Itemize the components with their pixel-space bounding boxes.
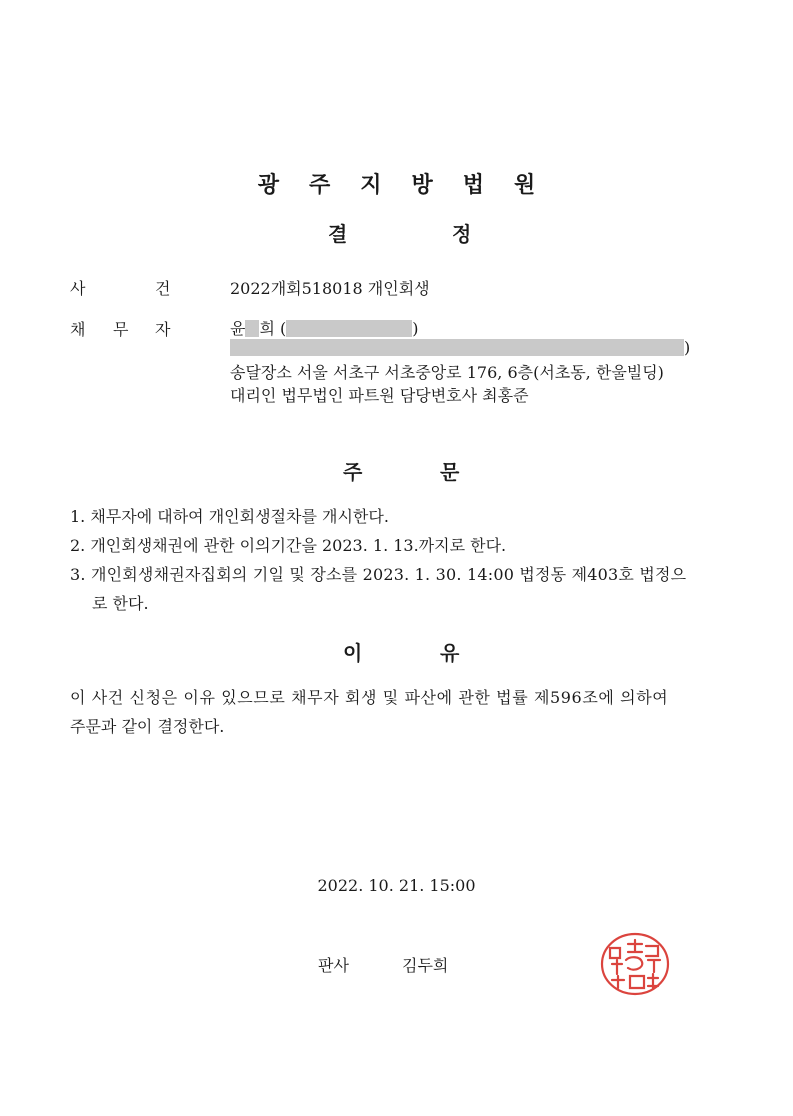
debtor-name-last: 희 [259,319,275,338]
debtor-label-b: 무 [113,320,129,339]
debtor-label-c: 자 [155,320,171,339]
judge-name: 김두희 [402,956,449,975]
case-number: 2022개회518018 개인회생 [230,279,430,298]
case-label-a: 사 [70,279,86,298]
reason-heading-right: 유 [440,641,460,665]
redaction-address [230,339,684,356]
doc-title-right: 정 [452,222,472,246]
reason-line-2: 주문과 같이 결정한다. [70,717,225,736]
court-name: 광주지방법원 [257,173,566,198]
address-paren-close: ) [684,338,691,357]
order-item-2: 2. 개인회생채권에 관한 이의기간을 2023. 1. 13.까지로 한다. [70,536,507,555]
judge-seal-stamp [598,930,672,998]
debtor-label-a: 채 [70,320,86,339]
agent-line: 대리인 법무법인 파트원 담당변호사 최홍준 [230,386,529,405]
debtor-name-first: 윤 [230,319,246,338]
order-item-3-cont: 로 한다. [92,594,149,613]
redaction-id [286,320,412,337]
debtor-name-line [230,316,419,339]
id-paren-open: ( [280,319,287,338]
redaction-name [245,320,259,337]
id-paren-close: ) [412,319,419,338]
judge-label: 판사 [318,956,349,975]
service-address: 송달장소 서울 서초구 서초중앙로 176, 6층(서초동, 한울빌딩) [230,363,664,382]
reason-line-1: 이 사건 신청은 이유 있으므로 채무자 회생 및 파산에 관한 법률 제596조에 의하여 [70,688,669,707]
order-heading-left: 주 [343,460,363,484]
case-label-b: 건 [155,279,171,298]
decision-date: 2022. 10. 21. 15:00 [317,876,476,895]
debtor-address-line [230,338,690,357]
order-item-1: 1. 채무자에 대하여 개인회생절차를 개시한다. [70,507,389,526]
order-item-3: 3. 개인회생채권자집회의 기일 및 장소를 2023. 1. 30. 14:00 법정동 제403호 법정으 [70,565,687,584]
order-heading-right: 문 [440,460,460,484]
reason-heading-left: 이 [343,641,363,665]
doc-title-left: 결 [328,222,348,246]
